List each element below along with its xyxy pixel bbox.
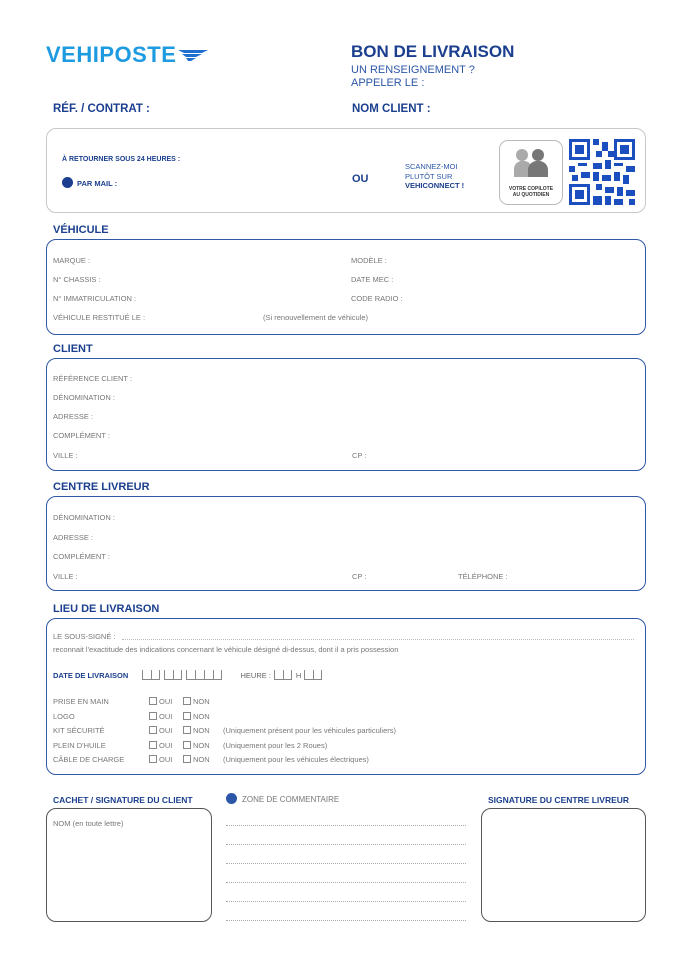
logo-text: VEHIPOSTE <box>46 42 177 67</box>
qr-code-icon[interactable] <box>569 139 635 205</box>
info-line-1: UN RENSEIGNEMENT ? <box>351 64 475 76</box>
page-title: BON DE LIVRAISON <box>351 42 515 61</box>
option-note: (Uniquement pour les véhicules électriques) <box>223 755 369 764</box>
month-boxes[interactable] <box>164 670 182 680</box>
checkbox[interactable] <box>149 741 157 749</box>
comment-zone-title <box>226 793 339 804</box>
centre-signature-box[interactable] <box>481 808 646 922</box>
option-non[interactable] <box>183 712 210 721</box>
option-note: (Uniquement pour les 2 Roues) <box>223 740 328 750</box>
client-signature-box[interactable] <box>46 808 212 922</box>
year-boxes[interactable] <box>186 670 222 680</box>
ref-contrat-label: RÉF. / CONTRAT : <box>53 103 150 115</box>
vehicle-section-title: VÉHICULE <box>53 224 109 236</box>
checkbox[interactable] <box>183 741 191 749</box>
scan-line-2: PLUTÔT SUR <box>405 171 453 181</box>
mail-label: PAR MAIL : <box>77 179 118 188</box>
client-field[interactable]: ADRESSE : <box>53 412 94 421</box>
reconnait-text: reconnait l'exactitude des indications concernant le véhicule désigné di-dessus, dont il a pris possession <box>53 645 399 654</box>
immat-field[interactable]: N° IMMATRICULATION : <box>53 294 137 303</box>
checkbox[interactable] <box>183 755 191 763</box>
centre-field[interactable]: ADRESSE : <box>53 533 94 542</box>
scan-line-1: SCANNEZ-MOI <box>405 162 458 171</box>
oui-label: OUI <box>159 711 173 721</box>
checkbox[interactable] <box>183 726 191 734</box>
oui-label: OUI <box>159 726 173 735</box>
option-note: (Uniquement présent pour les véhicules particuliers) <box>223 726 396 735</box>
date-mec-field[interactable]: DATE MEC : <box>351 275 394 284</box>
option-non[interactable] <box>183 726 210 735</box>
app-line-1: VOTRE COPILOTE <box>508 186 554 192</box>
mail-icon <box>62 177 73 188</box>
or-label: OU <box>352 173 369 185</box>
option-label: PLEIN D'HUILE <box>53 740 106 750</box>
option-non[interactable] <box>183 697 210 706</box>
return-deadline: À RETOURNER SOUS 24 HEURES : <box>62 156 181 163</box>
lieu-box <box>46 618 646 775</box>
restitue-field[interactable]: VÉHICULE RESTITUÉ LE : <box>53 313 146 322</box>
heure-label: HEURE : <box>240 671 271 680</box>
checkbox[interactable] <box>183 712 191 720</box>
checkbox[interactable] <box>149 755 157 763</box>
oui-label: OUI <box>159 755 173 764</box>
scan-line-3: VEHICONNECT ! <box>405 181 465 190</box>
day-boxes[interactable] <box>142 670 160 680</box>
hour-boxes[interactable] <box>274 670 292 680</box>
client-signature-title: CACHET / SIGNATURE DU CLIENT <box>53 795 193 805</box>
non-label: NON <box>193 740 210 750</box>
logo-wings-icon <box>176 48 208 62</box>
client-name-label: NOM CLIENT : <box>352 103 431 115</box>
non-label: NON <box>193 726 210 735</box>
comment-label: ZONE DE COMMENTAIRE <box>242 795 340 804</box>
app-line-2: AU QUOTIDIEN <box>512 192 550 198</box>
centre-box <box>46 496 646 591</box>
h-label: H <box>295 671 302 680</box>
vehiconnect-app-icon[interactable] <box>499 140 563 205</box>
option-label: CÂBLE DE CHARGE <box>53 755 125 764</box>
marque-field[interactable]: MARQUE : <box>53 256 91 265</box>
info-line-2: APPELER LE : <box>351 77 425 89</box>
client-field[interactable]: COMPLÉMENT : <box>53 431 110 440</box>
centre-cp-field[interactable]: CP : <box>352 572 367 581</box>
option-oui[interactable] <box>149 697 172 706</box>
oui-label: OUI <box>159 697 173 706</box>
non-label: NON <box>193 755 210 764</box>
minute-boxes[interactable] <box>304 670 322 680</box>
modele-field[interactable]: MODÈLE : <box>351 256 387 265</box>
soussigne-line <box>122 639 634 640</box>
option-oui[interactable] <box>149 712 172 721</box>
checkbox[interactable] <box>183 697 191 705</box>
pen-icon <box>226 793 237 804</box>
centre-signature-title: SIGNATURE DU CENTRE LIVREUR <box>488 795 630 805</box>
centre-field[interactable]: DÉNOMINATION : <box>53 513 115 522</box>
centre-tel-field[interactable]: TÉLÉPHONE : <box>458 572 508 581</box>
date-label: DATE DE LIVRAISON <box>53 671 129 680</box>
lieu-section-title: LIEU DE LIVRAISON <box>53 603 160 615</box>
code-radio-field[interactable]: CODE RADIO : <box>351 294 403 303</box>
restitue-note: (Si renouvellement de véhicule) <box>263 313 369 322</box>
option-label: LOGO <box>53 711 75 721</box>
option-oui[interactable] <box>149 726 172 735</box>
option-non[interactable] <box>183 755 210 764</box>
centre-field[interactable]: COMPLÉMENT : <box>53 552 110 561</box>
chassis-field[interactable]: N° CHASSIS : <box>53 275 101 284</box>
client-field[interactable]: DÉNOMINATION : <box>53 393 115 402</box>
client-cp-field[interactable]: CP : <box>352 451 367 460</box>
client-field[interactable]: VILLE : <box>53 451 78 460</box>
nom-label: NOM (en toute lettre) <box>53 819 124 828</box>
checkbox[interactable] <box>149 697 157 705</box>
copilot-icon <box>514 149 548 177</box>
vehicle-box <box>46 239 646 335</box>
centre-section-title: CENTRE LIVREUR <box>53 481 150 493</box>
soussigne-field[interactable]: LE SOUS-SIGNÉ : <box>53 632 116 641</box>
logo <box>46 42 208 68</box>
client-box <box>46 358 646 471</box>
client-field[interactable]: RÉFÉRENCE CLIENT : <box>53 374 133 383</box>
option-oui[interactable] <box>149 755 172 764</box>
option-label: PRISE EN MAIN <box>53 697 109 706</box>
option-label: KIT SÉCURITÉ <box>53 726 105 735</box>
option-non[interactable] <box>183 741 210 750</box>
oui-label: OUI <box>159 740 173 750</box>
checkbox[interactable] <box>149 712 157 720</box>
option-oui[interactable] <box>149 741 172 750</box>
scan-text <box>405 162 464 191</box>
date-row <box>53 670 326 680</box>
return-box <box>46 128 646 213</box>
non-label: NON <box>193 711 210 721</box>
centre-field[interactable]: VILLE : <box>53 572 78 581</box>
checkbox[interactable] <box>149 726 157 734</box>
mail-row <box>62 177 117 188</box>
client-section-title: CLIENT <box>53 343 93 355</box>
non-label: NON <box>193 697 210 706</box>
